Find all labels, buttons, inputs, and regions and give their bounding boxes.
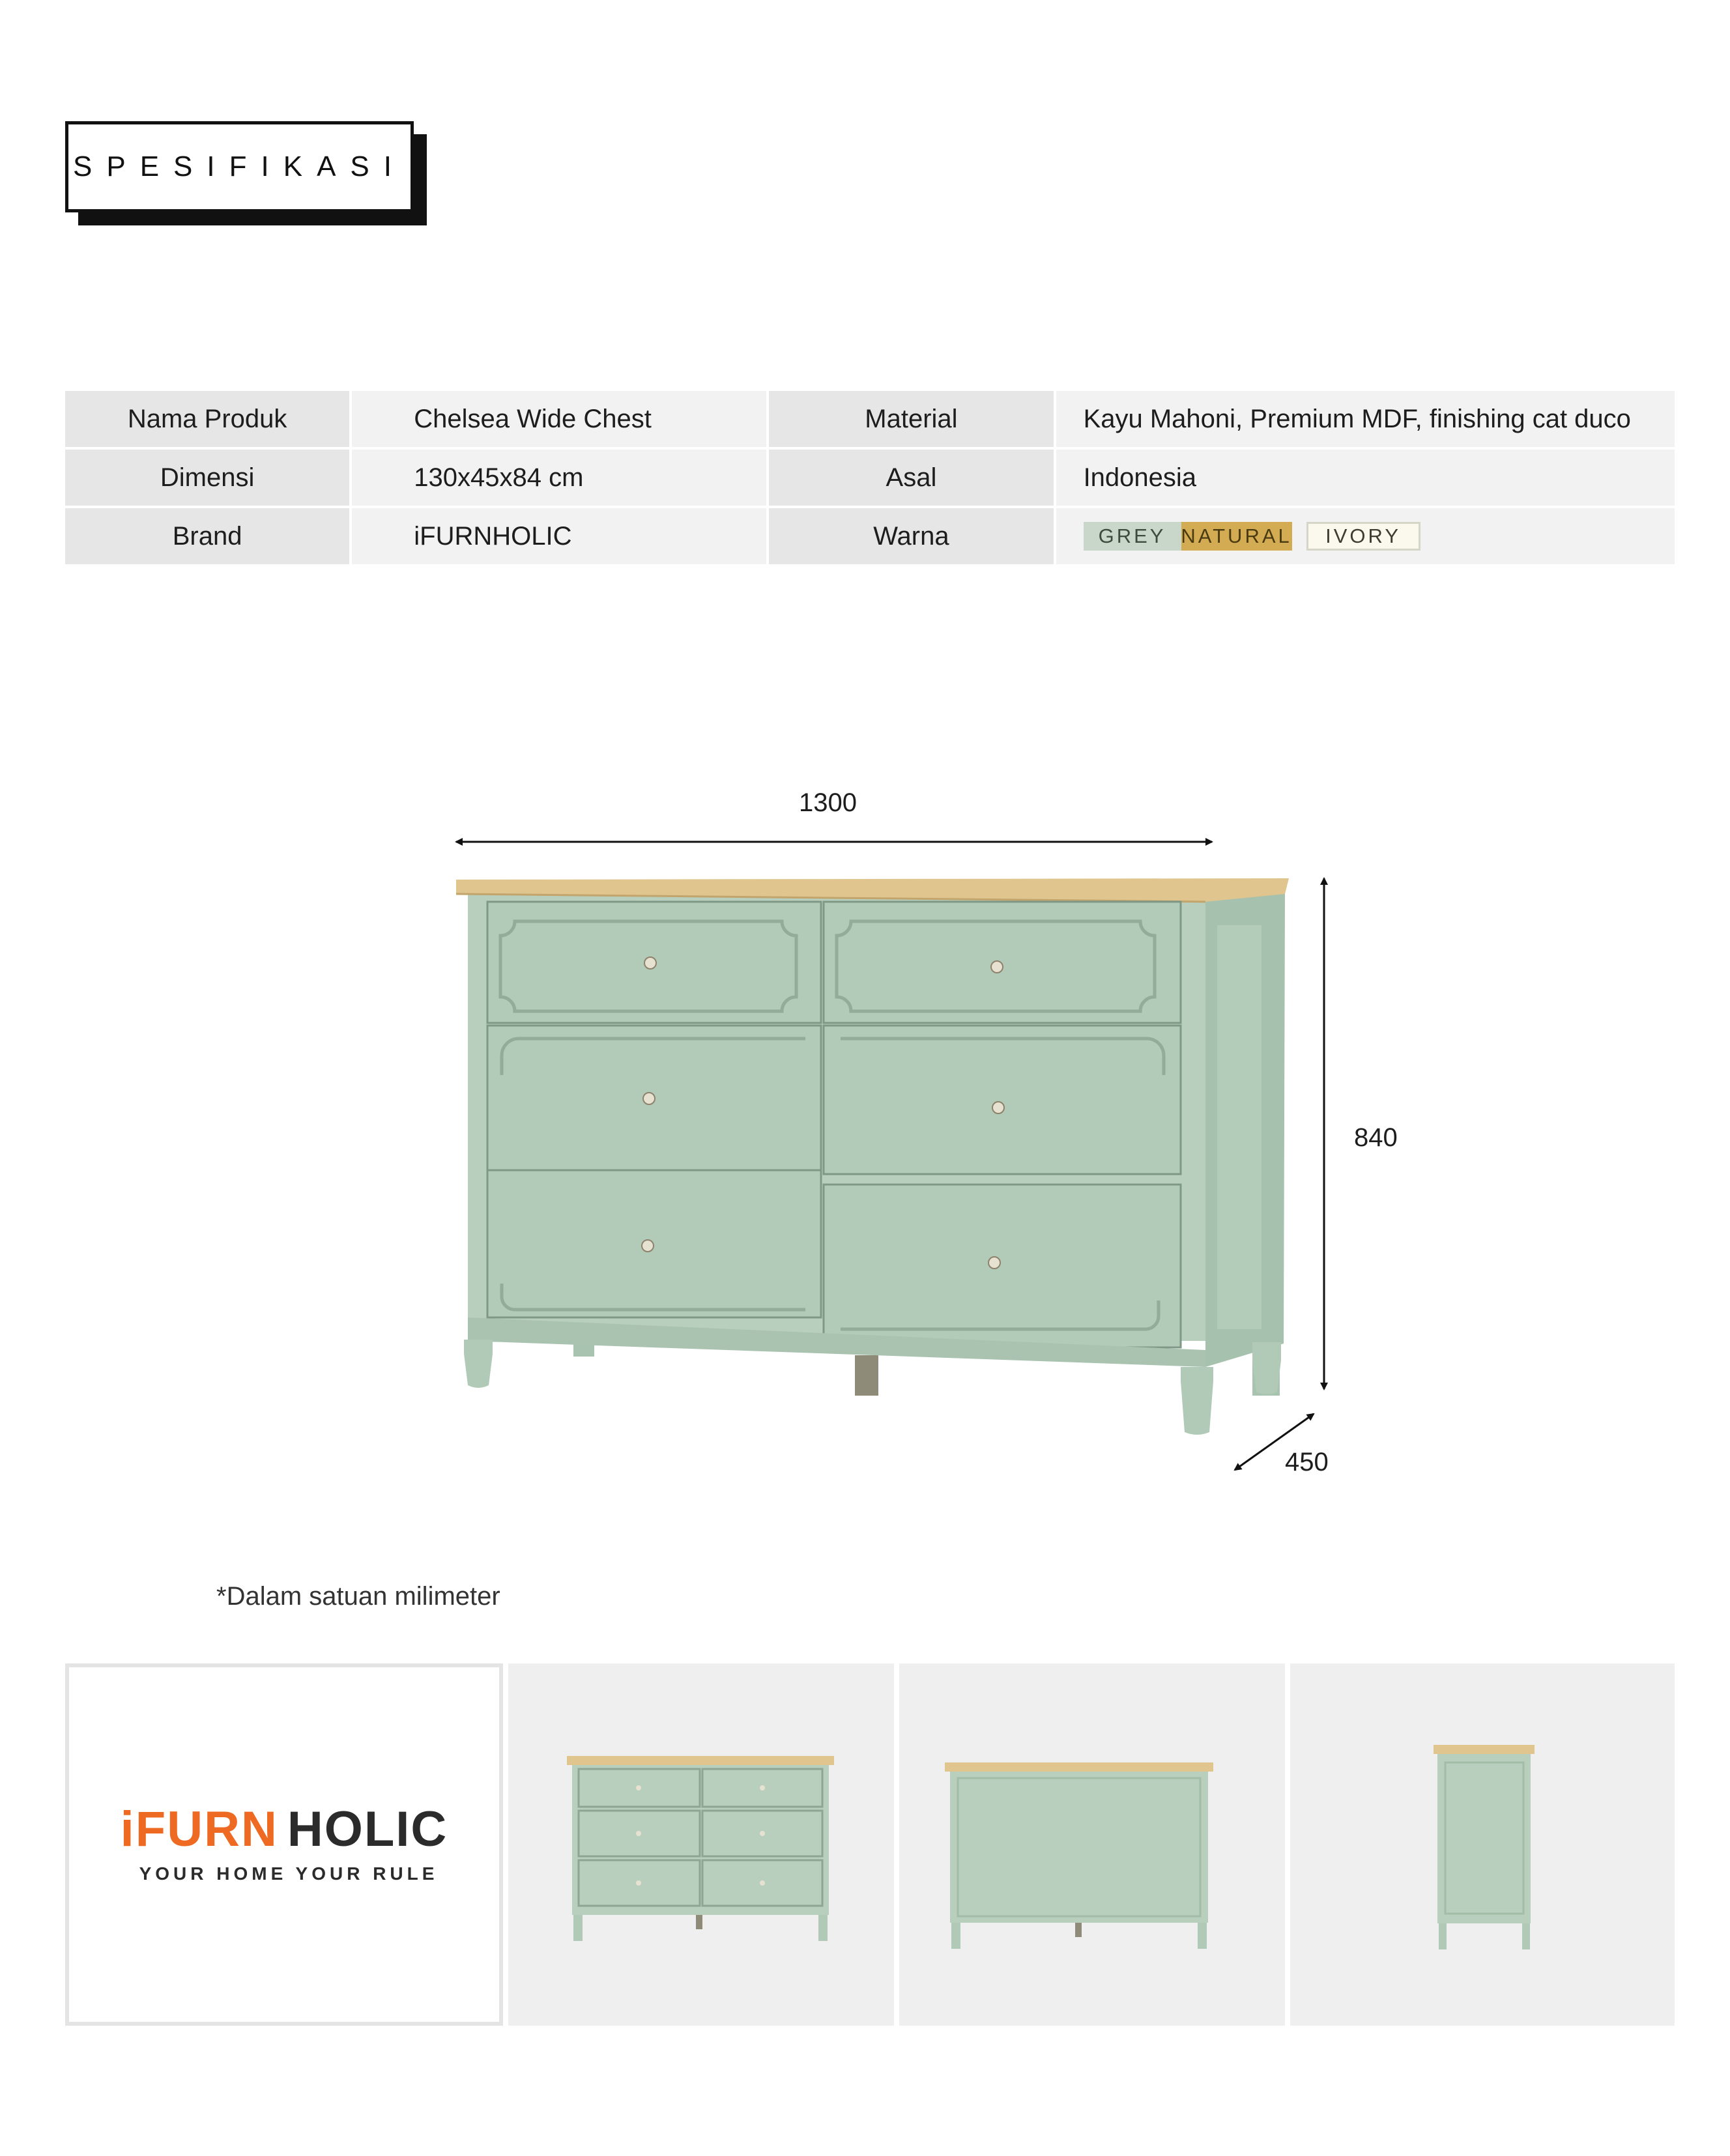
- spec-value: Kayu Mahoni, Premium MDF, finishing cat duco: [1056, 391, 1675, 447]
- width-label: 1300: [799, 788, 857, 817]
- spec-label: Material: [769, 391, 1053, 447]
- spec-label: Nama Produk: [65, 391, 349, 447]
- page-title: SPESIFIKASI: [65, 121, 414, 212]
- chest-illustration: [456, 878, 1289, 1435]
- spec-value: iFURNHOLIC: [352, 508, 766, 564]
- brand-logo-panel: [65, 1663, 503, 2026]
- spec-value: 130x45x84 cm: [352, 450, 766, 506]
- swatch-natural[interactable]: NATURAL: [1181, 522, 1292, 551]
- logo-part-ifurn: iFURN: [120, 1802, 278, 1857]
- thumbnail-front-view[interactable]: [508, 1663, 894, 2026]
- spec-value: Indonesia: [1056, 450, 1675, 506]
- brand-tagline: YOUR HOME YOUR RULE: [139, 1863, 439, 1884]
- front-view-image: [508, 1663, 894, 2026]
- spec-label: Dimensi: [65, 450, 349, 506]
- depth-label: 450: [1285, 1448, 1329, 1476]
- height-label: 840: [1354, 1123, 1398, 1152]
- thumbnail-back-view[interactable]: [899, 1663, 1285, 2026]
- logo-part-holic: HOLIC: [287, 1802, 448, 1857]
- thumbnail-side-view[interactable]: [1290, 1663, 1675, 2026]
- spec-label: Brand: [65, 508, 349, 564]
- spec-label: Warna: [769, 508, 1053, 564]
- swatch-grey[interactable]: GREY: [1084, 522, 1181, 551]
- unit-note: *Dalam satuan milimeter: [216, 1582, 500, 1611]
- side-view-image: [1290, 1663, 1675, 2026]
- swatch-ivory[interactable]: IVORY: [1306, 522, 1420, 551]
- spec-label: Asal: [769, 450, 1053, 506]
- spec-value: Chelsea Wide Chest: [352, 391, 766, 447]
- back-view-image: [899, 1663, 1285, 2026]
- brand-logo: [120, 1802, 448, 1857]
